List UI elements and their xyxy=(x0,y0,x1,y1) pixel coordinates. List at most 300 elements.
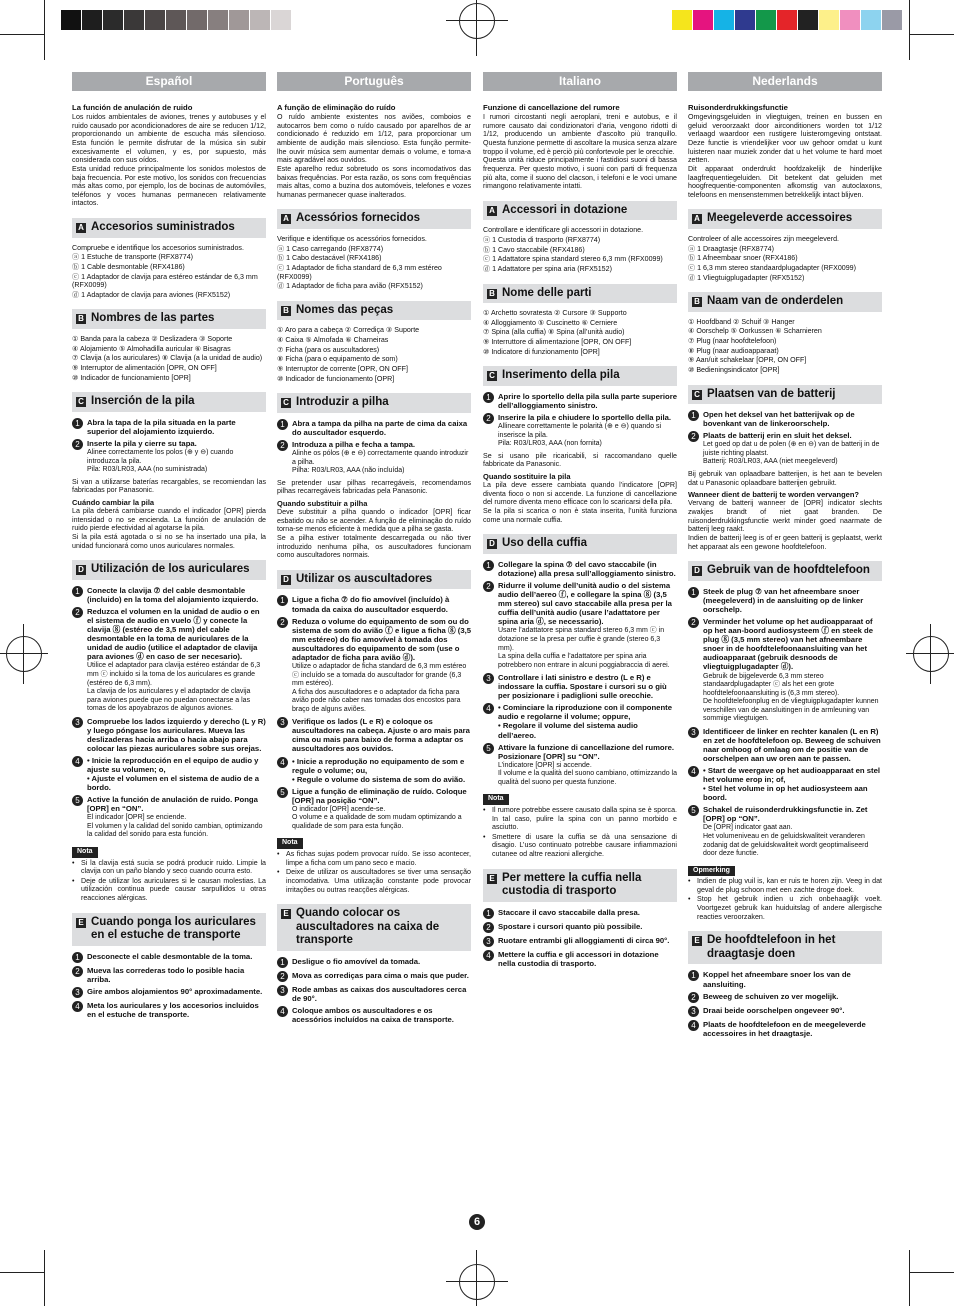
bullet-dot: • xyxy=(277,868,280,877)
step-bold-text: Plaats de hoofdtelefoon en de meegeleverde accessoires in het draagtasje. xyxy=(703,1019,866,1038)
step-bold-text: Identificeer de linker en rechter kanalen (L en R) en zet de hoofdtelefoon op. Beweeg de schuiven naar omhoog of omlaag om de positie van de oorschelpen aan uw oren aan te passen. xyxy=(703,726,881,763)
step-number-badge: 2 xyxy=(483,581,494,592)
step-body xyxy=(87,586,266,604)
step-number-badge: 4 xyxy=(72,756,83,767)
step-bold-text: Ligue a ficha ⑦ do fio amovível (incluído) à tomada da caixa do auscultador esquerdo. xyxy=(292,595,450,614)
intro-paragraph: Este aparelho reduz sobretudo os sons incomodativos das baixas frequências. Por esta razão, os sons com frequências mais altas, como a buzina dos automóveis, telefones e vozes humanas permanecer quase inalterados. xyxy=(277,164,471,199)
instruction-step xyxy=(688,410,882,428)
battery-note: Si van a utilizarse baterías recargables, se recomiendan las fabricadas por Panasonic. xyxy=(72,477,266,495)
note-item xyxy=(277,850,471,867)
section-header xyxy=(688,561,882,581)
section-title: Acessórios fornecidos xyxy=(296,212,420,225)
step-number-badge: 1 xyxy=(72,418,83,429)
instruction-step xyxy=(277,971,471,982)
part-name-item: ④ Alojamiento ⑤ Almohadilla auricular ⑥ Bisagras xyxy=(72,344,231,353)
registration-mark xyxy=(446,1281,508,1282)
step-detail-text: Let goed op dat u de polen (⊕ en ⊖) van de batterij in de juiste richting plaatst. Batterij: R03/LR03, AAA (niet meegeleverd) xyxy=(703,441,880,466)
battery-replace-heading: Quando sostituire la pila xyxy=(483,471,571,481)
crop-mark xyxy=(910,1272,954,1273)
step-number-badge: 5 xyxy=(72,795,83,806)
step-bold-text: • Inicie la reproducción en el equipo de audio y ajuste su volumen; o, • Ajuste el volumen en el sistema de audio de a bordo. xyxy=(87,755,260,793)
accessory-item: ⓓ 1 Adattatore per spina aria (RFX5152) xyxy=(483,264,612,273)
language-column xyxy=(72,72,266,1022)
note-item xyxy=(483,806,677,832)
part-name-item: ⑨ Interruptor de alimentación [OPR, ON OFF] xyxy=(72,363,217,372)
step-body xyxy=(498,560,677,578)
instruction-step xyxy=(277,985,471,1003)
part-name-item: ① Hoofdband ② Schuif ③ Hanger xyxy=(688,317,795,326)
step-number-badge: 2 xyxy=(688,992,699,1003)
section-letter-badge: E xyxy=(281,909,291,919)
battery-replace-text: Si la pila está agotada o si no se ha insertado una pila, la unidad funcionará como unos auriculares normales. xyxy=(72,532,266,550)
instruction-step xyxy=(72,418,266,436)
step-bold-text: Abra la tapa de la pila situada en la parte superior del alojamiento izquierdo. xyxy=(87,417,236,436)
accessory-item: ⓓ 1 Adaptador de ficha para avião (RFX5152) xyxy=(277,282,423,291)
part-name-item: ⑩ Indicador de funcionamento [OPR] xyxy=(277,374,395,383)
section-header xyxy=(277,393,471,413)
step-body xyxy=(87,717,266,753)
crop-mark xyxy=(0,1272,44,1273)
section-title: De hoofdtelefoon in het draagtasje doen xyxy=(707,934,836,960)
step-body xyxy=(498,413,677,449)
step-number-badge: 1 xyxy=(483,560,494,571)
step-body xyxy=(292,440,471,476)
note-item xyxy=(277,868,471,894)
language-header: Português xyxy=(277,72,471,91)
step-number-badge: 2 xyxy=(277,617,288,628)
accessory-item: ⓒ 1 Adaptador de ficha standard de 6,3 mm estéreo (RFX0099) xyxy=(277,263,442,281)
step-number-badge: 1 xyxy=(483,908,494,919)
intro-paragraph: I rumori circostanti negli aeroplani, treni e autobus, e il rumore causato dai condizionatori d’aria, vengono ridotti di 1/12, producendo un ambiente d’ascolto più tranquillo. Questa funzione permette di ascoltare la musica senza alzare troppo il volume, ed è perciò più confortevole per le orecchie. xyxy=(483,113,677,156)
step-body xyxy=(87,966,266,984)
instruction-step xyxy=(277,787,471,832)
section-header xyxy=(483,201,677,221)
section-letter-badge: D xyxy=(692,566,702,576)
section-letter-badge: D xyxy=(76,565,86,575)
note-label: Nota xyxy=(277,838,303,849)
instruction-step xyxy=(72,717,266,753)
note-item xyxy=(72,877,266,903)
step-body xyxy=(703,766,882,802)
instruction-step xyxy=(483,581,677,670)
step-body xyxy=(292,985,471,1003)
bullet-dot: • xyxy=(72,876,75,885)
instruction-step xyxy=(277,595,471,613)
step-bold-text: Mova as corrediças para cima o mais que puder. xyxy=(292,970,469,980)
step-number-badge: 1 xyxy=(277,419,288,430)
step-bold-text: Reduzca el volumen en la unidad de audio o en el sistema de audio en vuelo ⓕ y conecte la clavija ⑧ (estéreo de 3,5 mm) del cable desmontable en la toma de auriculares de la unidad de audio (utilice el adaptador de clavija para aviones ⓓ en caso de ser necesario). xyxy=(87,606,260,662)
instruction-step xyxy=(688,431,882,467)
bullet-dot: • xyxy=(688,877,691,886)
section-letter-badge: D xyxy=(487,539,497,549)
step-body xyxy=(87,607,266,714)
note-item xyxy=(688,895,882,921)
instruction-step xyxy=(72,756,266,792)
section-title: Inserción de la pila xyxy=(91,395,195,408)
battery-note: Se pretender usar pilhas recarregáveis, recomendamos pilhas recarregáveis fabricadas pela Panasonic. xyxy=(277,478,471,496)
step-number-badge: 4 xyxy=(688,1020,699,1031)
step-bold-text: Active la función de anulación de ruido. Ponga [OPR] en “ON”. xyxy=(87,795,258,814)
step-bold-text: Schakel de ruisonderdrukkingsfunctie in. Zet [OPR] op “ON”. xyxy=(703,805,868,824)
step-bold-text: Steek de plug ⑦ van het afneembare snoer (meegeleverd) in de aansluiting op de linker oorschelp. xyxy=(703,586,864,614)
section-letter-badge: B xyxy=(692,297,702,307)
step-number-badge: 2 xyxy=(483,922,494,933)
step-body xyxy=(292,595,471,613)
step-bold-text: Aprire lo sportello della pila sulla parte superiore dell’alloggiamento sinistro. xyxy=(498,391,677,410)
instruction-step xyxy=(688,727,882,763)
instruction-step xyxy=(688,992,882,1003)
intro-paragraph: Questa unità riduce principalmente i fastidiosi suoni di bassa frequenza. Per questo motivo, i suoni con parti di frequenza più alta, come il suono del clacson, i telefoni e le voci umane rimangono relativamente intatti. xyxy=(483,156,677,191)
step-number-badge: 2 xyxy=(688,431,699,442)
step-body xyxy=(292,757,471,784)
step-number-badge: 4 xyxy=(72,1001,83,1012)
step-bold-text: • Start de weergave op het audioapparaat en stel het volume erop in; of, • Stel het volume in op het audiosysteem aan boord. xyxy=(703,766,880,803)
instruction-step xyxy=(483,950,677,968)
step-bold-text: Conecte la clavija ⑦ del cable desmontable (incluido) en la toma del alojamiento izquierdo. xyxy=(87,585,259,604)
instruction-step xyxy=(277,957,471,968)
step-body xyxy=(703,1020,882,1038)
accessory-item: ⓓ 1 Adaptador de clavija para aviones (RFX5152) xyxy=(72,290,231,299)
section-title: Utilización de los auriculares xyxy=(91,563,250,576)
section-letter-badge: A xyxy=(281,214,291,224)
step-bold-text: Beweeg de schuiven zo ver mogelijk. xyxy=(703,991,839,1001)
step-number-badge: 2 xyxy=(72,966,83,977)
language-header: Español xyxy=(72,72,266,91)
section-header xyxy=(483,534,677,554)
step-number-badge: 4 xyxy=(483,703,494,714)
section-header xyxy=(688,385,882,405)
bullet-dot: • xyxy=(483,832,486,841)
note-item xyxy=(72,859,266,876)
step-number-badge: 3 xyxy=(688,727,699,738)
step-body xyxy=(498,950,677,968)
intro-paragraph: Los ruidos ambientales de aviones, trenes y autobuses y el ruido causado por acondicionadores de aire se reducen 1/12, proporcionando un ambiente de escucha más silencioso. Esta función le permite disfrutar de la música sin subir excesivamente el volumen, y es, por supuesto, más considerada con sus oídos. xyxy=(72,113,266,165)
note-text: Il rumore potrebbe essere causato dalla spina se è sporca. In tal caso, pulire la spina con un panno morbido e asciutto. xyxy=(492,805,677,832)
intro-paragraph: Omgevingsgeluiden in vliegtuigen, treinen en bussen en geluid veroorzaakt door airconditioners worden tot 1/12 verlaagd waardoor een rustigere luisteromgeving ontstaat. Deze functie is vriendelijker voor uw gehoor omdat u kunt luisteren naar muziek zonder dat u het volume te hard moet zetten. xyxy=(688,113,882,165)
step-bold-text: Abra a tampa da pilha na parte de cima da caixa do auscultador esquerdo. xyxy=(292,418,468,437)
step-bold-text: Verminder het volume op het audioapparaat of op het aan-boord audiosysteem ⓕ en steek de plug ⑧ (3,5 mm stereo) van het afneembare snoer in de hoofdtelefoonaansluiting van het audioapparaat (gebruik desnoods de vliegtuigplugadapter ⓓ). xyxy=(703,617,874,672)
step-detail-text: Alinee correctamente los polos (⊕ y ⊖) cuando introduzca la pila. Pila: R03/LR03, AAA (no suministrada) xyxy=(87,449,234,474)
crop-mark xyxy=(909,1250,910,1306)
step-body xyxy=(498,936,669,947)
step-body xyxy=(87,795,266,840)
section-letter-badge: C xyxy=(487,371,497,381)
step-number-badge: 3 xyxy=(277,985,288,996)
part-name-item: ① Archetto sovratesta ② Cursore ③ Supporto xyxy=(483,309,627,318)
step-number-badge: 1 xyxy=(688,410,699,421)
intro-title: La función de anulación de ruido xyxy=(72,102,193,112)
step-number-badge: 2 xyxy=(277,971,288,982)
step-detail-text: El indicador [OPR] se enciende. El volumen y la calidad del sonido cambian, optimizando la calidad del sonido para esta función. xyxy=(87,814,263,839)
section-header xyxy=(688,931,882,964)
section-title: Cuando ponga los auriculares en el estuche de transporte xyxy=(91,915,256,942)
step-number-badge: 2 xyxy=(483,413,494,424)
part-name-item: ⑦ Spina (alla cuffia) ⑧ Spina (all’unità audio) xyxy=(483,328,625,337)
intro-paragraph: O ruído ambiente existentes nos aviões, comboios e autocarros bem como o ruído causado por aparelhos de ar condicionado é reduzido em 1/12, para proporcionar um ambiente de audição mais silencioso. Esta função permite-lhe ouvir música sem aumentar demais o volume, e torna-a mais agradável aos ouvidos. xyxy=(277,113,471,165)
section-letter-badge: E xyxy=(487,874,497,884)
step-detail-text: O indicador [OPR] acende-se. O volume e a qualidade de som mudam optimizando a qualidade de som para esta função. xyxy=(292,805,462,830)
step-body xyxy=(87,952,252,963)
instruction-step xyxy=(688,1006,882,1017)
accessory-item: ⓒ 1 Adattatore spina standard stereo 6,3 mm (RFX0099) xyxy=(483,255,663,264)
instruction-step xyxy=(483,703,677,739)
note-text: Smettere di usare la cuffia se dà una sensazione di disagio. L’uso continuato potrebbe causare infiammazioni cutanee od altre reazioni allergiche. xyxy=(492,832,677,859)
step-bold-text: Desligue o fio amovível da tomada. xyxy=(292,956,421,966)
step-body xyxy=(292,617,471,715)
instruction-step xyxy=(483,936,677,947)
section-letter-badge: B xyxy=(281,306,291,316)
battery-replace-text: La pila deve essere cambiata quando l’indicatore [OPR] diventa fioco o non si accende. La funzione di cancellazione del rumore diventa meno efficace con lo scaricarsi della pila. xyxy=(483,481,677,507)
instruction-step xyxy=(483,413,677,449)
step-bold-text: Inserte la pila y cierre su tapa. xyxy=(87,438,197,448)
battery-replace-heading: Quando substituir a pilha xyxy=(277,498,368,508)
crop-mark xyxy=(44,0,45,60)
battery-note: Bij gebruik van oplaadbare batterijen, is het aan te bevelen dat u Panasonic oplaadbare batterijen gebruikt. xyxy=(688,469,882,487)
section-title: Utilizar os auscultadores xyxy=(296,572,433,585)
instruction-step xyxy=(72,586,266,604)
bullet-dot: • xyxy=(688,895,691,904)
crop-mark xyxy=(909,0,910,60)
step-bold-text: Koppel het afneembare snoer los van de aansluiting. xyxy=(703,970,851,989)
step-bold-text: Mueva las correderas todo lo posible hacia arriba. xyxy=(87,965,245,984)
registration-mark xyxy=(0,653,48,654)
step-number-badge: 3 xyxy=(277,717,288,728)
language-header: Nederlands xyxy=(688,72,882,91)
instruction-step xyxy=(277,419,471,437)
step-number-badge: 1 xyxy=(72,586,83,597)
step-number-badge: 1 xyxy=(688,587,699,598)
step-detail-text: De [OPR] indicator gaat aan. Het volumeniveau en de geluidskwaliteit veranderen zodanig dat de geluidskwaliteit wordt geoptimaliseerd door deze functie. xyxy=(703,824,869,858)
step-body xyxy=(87,439,266,475)
crop-mark xyxy=(0,34,44,35)
step-bold-text: Compruebe los lados izquierdo y derecho (L y R) y luego póngase los auriculares. Mueva las deslizaderas hacia arriba o hacia abajo para colocar las piezas auriculares sobre sus orejas. xyxy=(87,716,266,753)
bullet-dot: • xyxy=(483,805,486,814)
accessory-item: ⓑ 1 Afneembaar snoer (RFX4186) xyxy=(688,254,798,263)
step-body xyxy=(292,1006,471,1024)
note-text: Indien de plug vuil is, kan er ruis te horen zijn. Veeg in dat geval de plug schoon met een zachte droge doek. xyxy=(697,877,882,894)
registration-mark xyxy=(476,1250,477,1306)
step-number-badge: 1 xyxy=(277,595,288,606)
section-header xyxy=(277,209,471,229)
language-header: Italiano xyxy=(483,72,677,91)
section-letter-badge: A xyxy=(76,223,86,233)
step-body xyxy=(703,727,882,763)
section-letter-badge: D xyxy=(281,575,291,585)
step-body xyxy=(292,787,471,832)
step-detail-text: L’indicatore [OPR] si accende. Il volume e la qualità del suono cambiano, ottimizzando la qualità del suono per questa funzione. xyxy=(498,761,677,786)
step-bold-text: Introduza a pilha e fecha a tampa. xyxy=(292,439,416,449)
crop-mark xyxy=(910,34,954,35)
accessory-item: ⓐ 1 Custodia di trasporto (RFX8774) xyxy=(483,235,601,244)
step-number-badge: 4 xyxy=(277,757,288,768)
part-name-item: ⑨ Interruttore di alimentazione [OPR, ON OFF] xyxy=(483,338,632,347)
step-bold-text: • Inicie a reprodução no equipamento de som e regule o volume; ou, • Regule o volume do sistema de som do avião. xyxy=(292,756,466,784)
accessory-item: ⓑ 1 Cabo destacável (RFX4186) xyxy=(277,254,382,263)
instruction-step xyxy=(72,607,266,714)
step-detail-text: Gebruik de bijgeleverde 6,3 mm stereo standaardplugadapter ⓒ als het een grote hoofdtelefoonaansluiting is (6,3 mm stereo). De hoofdtelefoonplug en de vliegtuigplugadapter kunnen verschillen van de aansluitingen in de armleuning van sommige vliegtuigen. xyxy=(703,672,879,723)
step-bold-text: Meta los auriculares y los accesorios incluidos en el estuche de transporte. xyxy=(87,1001,259,1020)
step-body xyxy=(703,805,882,858)
battery-replace-text: Deve substituir a pilha quando o indicador [OPR] ficar esbatido ou não se acender. A função de eliminação do ruído torna-se menos eficiente à medida que a pilha se gasta. xyxy=(277,508,471,534)
section-title: Accesorios suministrados xyxy=(91,221,235,234)
section-header xyxy=(277,301,471,321)
part-name-item: ⑩ Indicatore di funzionamento [OPR] xyxy=(483,347,600,356)
instruction-step xyxy=(483,673,677,700)
accessory-item: ⓐ 1 Caso carregando (RFX8774) xyxy=(277,244,384,253)
part-name-item: ⑧ Plug (naar audioapparaat) xyxy=(688,346,779,355)
section-header xyxy=(688,209,882,229)
part-name-item: ④ Oorschelp ⑤ Oorkussen ⑥ Scharnieren xyxy=(688,327,822,336)
instruction-step xyxy=(277,617,471,715)
instruction-step xyxy=(277,440,471,476)
part-name-item: ⑨ Interruptor de corrente [OPR, ON OFF] xyxy=(277,364,408,373)
step-body xyxy=(703,587,882,614)
section-title: Quando colocar os auscultadores na caixa de transporte xyxy=(296,907,440,947)
note-item xyxy=(688,877,882,894)
step-number-badge: 3 xyxy=(72,987,83,998)
step-number-badge: 2 xyxy=(277,440,288,451)
step-bold-text: Attivare la funzione di cancellazione del rumore. Posizionare [OPR] su “ON”. xyxy=(498,742,675,761)
instruction-step xyxy=(483,560,677,578)
step-body xyxy=(498,703,677,739)
step-number-badge: 3 xyxy=(483,936,494,947)
instruction-step xyxy=(72,1001,266,1019)
section-letter-badge: A xyxy=(692,214,702,224)
step-bold-text: Controllare i lati sinistro e destro (L e R) e indossare la cuffia. Spostare i cursori su o giù per posizionare i padiglioni sulle orecchie. xyxy=(498,673,667,701)
step-number-badge: 4 xyxy=(277,1006,288,1017)
note-text: Si la clavija está sucia se podrá producir ruido. Limpie la clavija con un paño blando y seco cuando ocurra esto. xyxy=(81,858,266,876)
instruction-step xyxy=(688,805,882,858)
instruction-step xyxy=(688,970,882,988)
note-label: Opmerking xyxy=(688,866,735,877)
bullet-dot: • xyxy=(277,850,280,859)
step-number-badge: 4 xyxy=(688,766,699,777)
intro-paragraph: Esta unidad reduce principalmente los sonidos molestos de baja frecuencia. Por este motivo, los sonidos con frecuencias más altas como, por ejemplo, los de bocinas de automóviles, teléfonos y voces humanas permanecen relativamente intactos. xyxy=(72,164,266,208)
step-body xyxy=(87,987,262,998)
part-name-item: ⑦ Plug (naar hoofdtelefoon) xyxy=(688,337,777,346)
note-text: As fichas sujas podem provocar ruído. Se isso acontecer, limpe a ficha com um pano seco e macio. xyxy=(286,850,471,867)
step-number-badge: 1 xyxy=(688,970,699,981)
step-body xyxy=(498,392,677,410)
registration-mark xyxy=(459,3,495,39)
step-bold-text: Rode ambas as caixas dos auscultadores cerca de 90°. xyxy=(292,984,467,1003)
step-bold-text: Spostare i cursori quanto più possibile. xyxy=(498,921,643,931)
instruction-step xyxy=(72,952,266,963)
accessory-item: ⓐ 1 Draagtasje (RFX8774) xyxy=(688,244,774,253)
part-name-item: ① Banda para la cabeza ② Deslizadera ③ Soporte xyxy=(72,335,233,344)
battery-replace-text: Vervang de batterij wanneer de [OPR] indicator slechts zwakjes brandt of niet gaat branden. De ruisonderdrukkingsfunctie werkt minder goed naarmate de batterij leeg raakt. xyxy=(688,499,882,534)
section-header xyxy=(277,570,471,590)
section-letter-badge: C xyxy=(76,397,86,407)
note-text: Deje de utilizar los auriculares si le causan molestias. La utilización continua puede causar sarpullidos u otras reacciones alérgicas. xyxy=(81,876,266,903)
instruction-step xyxy=(277,1006,471,1024)
registration-mark xyxy=(459,1264,495,1300)
note-label: Nota xyxy=(72,847,98,858)
registration-mark xyxy=(23,624,24,684)
instruction-step xyxy=(688,587,882,614)
step-body xyxy=(498,922,642,933)
battery-replace-text: Indien de batterij leeg is of er geen batterij is geplaatst, werkt het apparaat als een gewone hoofdtelefoon. xyxy=(688,533,882,551)
crop-mark xyxy=(44,1250,45,1306)
instruction-step xyxy=(277,757,471,784)
note-label: Nota xyxy=(483,794,509,805)
section-title: Gebruik van de hoofdtelefoon xyxy=(707,564,870,577)
step-body xyxy=(498,908,640,919)
step-number-badge: 1 xyxy=(483,392,494,403)
section-letter-badge: E xyxy=(692,936,702,946)
step-bold-text: Mettere la cuffia e gli accessori in dotazione nella custodia di trasporto. xyxy=(498,949,659,968)
accessory-item: ⓓ 1 Vliegtuigplugadapter (RFX5152) xyxy=(688,273,805,282)
step-bold-text: Gire ambos alojamientos 90° aproximadamente. xyxy=(87,987,263,997)
section-letter-badge: B xyxy=(76,314,86,324)
section-title: Uso della cuffia xyxy=(502,537,587,550)
instruction-step xyxy=(72,987,266,998)
section-title: Per mettere la cuffia nella custodia di trasporto xyxy=(502,871,642,898)
section-title: Accessori in dotazione xyxy=(502,203,628,216)
step-detail-text: Utilice el adaptador para clavija estéreo estándar de 6,3 mm ⓒ incluido si la toma de los auriculares es grande (estéreo de 6,3 mm). La clavija de los auriculares y el adaptador de clavija para aviones puede que no puedan conectarse a las tomas de los apoyabrazos de algunos aviones. xyxy=(87,662,261,713)
part-name-item: ⑨ Aan/uit schakelaar [OPR, ON OFF] xyxy=(688,356,807,365)
battery-replace-heading: Wanneer dient de batterij te worden vervangen? xyxy=(688,490,860,500)
step-bold-text: Open het deksel van het batterijvak op de bovenkant van de linkeroorschelp. xyxy=(703,410,855,429)
step-body xyxy=(87,756,266,792)
note-text: Deixe de utilizar os auscultadores se tiver uma sensação incomodativa. Uma utilização constante pode provocar irritações ou outras reacções alérgicas. xyxy=(286,868,471,894)
step-body xyxy=(498,581,677,670)
instruction-step xyxy=(277,717,471,753)
battery-replace-text: Se la pila si scarica o non è stata inserita, l’unità funziona come una normale cuffia. xyxy=(483,507,677,524)
step-bold-text: Plaats de batterij erin en sluit het deksel. xyxy=(703,431,852,441)
step-number-badge: 3 xyxy=(483,673,494,684)
section-title: Naam van de onderdelen xyxy=(707,295,844,308)
instruction-step xyxy=(688,1020,882,1038)
step-detail-text: Allineare correttamente le polarità (⊕ e ⊖) quando si inserisce la pila. Pila: R03/LR03, AAA (non fornita) xyxy=(498,423,662,448)
part-name-item: ④ Caixa ⑤ Almofada ⑥ Charneiras xyxy=(277,336,389,345)
bullet-dot: • xyxy=(72,858,75,867)
accessory-item: ⓐ 1 Estuche de transporte (RFX8774) xyxy=(72,253,194,262)
accessory-item: ⓒ 1 Adaptador de clavija para estéreo estándar de 6,3 mm (RFX0099) xyxy=(72,272,258,290)
section-header xyxy=(72,392,266,412)
step-number-badge: 5 xyxy=(483,743,494,754)
accessories-intro: Verifique e identifique os acessórios fornecidos. xyxy=(277,234,427,243)
intro-title: A função de eliminação do ruído xyxy=(277,102,396,112)
step-number-badge: 4 xyxy=(483,950,494,961)
section-letter-badge: A xyxy=(487,206,497,216)
section-header xyxy=(483,366,677,386)
step-number-badge: 1 xyxy=(277,957,288,968)
step-bold-text: • Cominciare la riproduzione con il componente audio e regolarne il volume; oppure, • Regolare il volume del sistema audio dell’aereo. xyxy=(498,703,672,740)
step-body xyxy=(498,743,677,788)
step-body xyxy=(87,418,266,436)
step-detail-text: Utilize o adaptador de ficha standard de 6,3 mm estéreo ⓒ incluído se a tomada do auscultador for grande (6,3 mm estéreo). A ficha dos auscultadores e o adaptador da ficha para avião pode não caber nas tomadas dos encostos para braço de alguns aviões. xyxy=(292,663,467,713)
step-number-badge: 5 xyxy=(688,805,699,816)
section-header xyxy=(688,292,882,312)
step-body xyxy=(703,970,882,988)
note-text: Stop het gebruik indien u zich onbehaaglijk voelt. Voortgezet gebruik kan huiduitslag of andere allergische reacties veroorzaken. xyxy=(697,895,882,921)
grayscale-color-bar xyxy=(61,10,292,30)
instruction-step xyxy=(688,766,882,802)
section-header xyxy=(72,309,266,329)
intro-title: Ruisonderdrukkingsfunctie xyxy=(688,102,788,112)
part-name-item: ④ Alloggiamento ⑤ Cuscinetto ⑥ Cerniere xyxy=(483,318,618,327)
step-bold-text: Ligue a função de eliminação de ruído. Coloque [OPR] na posição “ON”. xyxy=(292,786,467,805)
accessories-intro: Controllare e identificare gli accessori in dotazione. xyxy=(483,226,644,235)
registration-mark xyxy=(476,0,477,56)
step-bold-text: Collegare la spina ⑦ del cavo staccabile (in dotazione) alla presa sull’alloggiamento sinistro. xyxy=(498,559,676,578)
accessory-item: ⓑ 1 Cavo staccabile (RFX4186) xyxy=(483,245,585,254)
part-name-item: ⑦ Clavija (a los auriculares) ⑧ Clavija (a la unidad de audio) xyxy=(72,354,263,363)
step-number-badge: 3 xyxy=(688,1006,699,1017)
step-body xyxy=(292,717,471,753)
step-bold-text: Ruotare entrambi gli alloggiamenti di circa 90°. xyxy=(498,935,670,945)
